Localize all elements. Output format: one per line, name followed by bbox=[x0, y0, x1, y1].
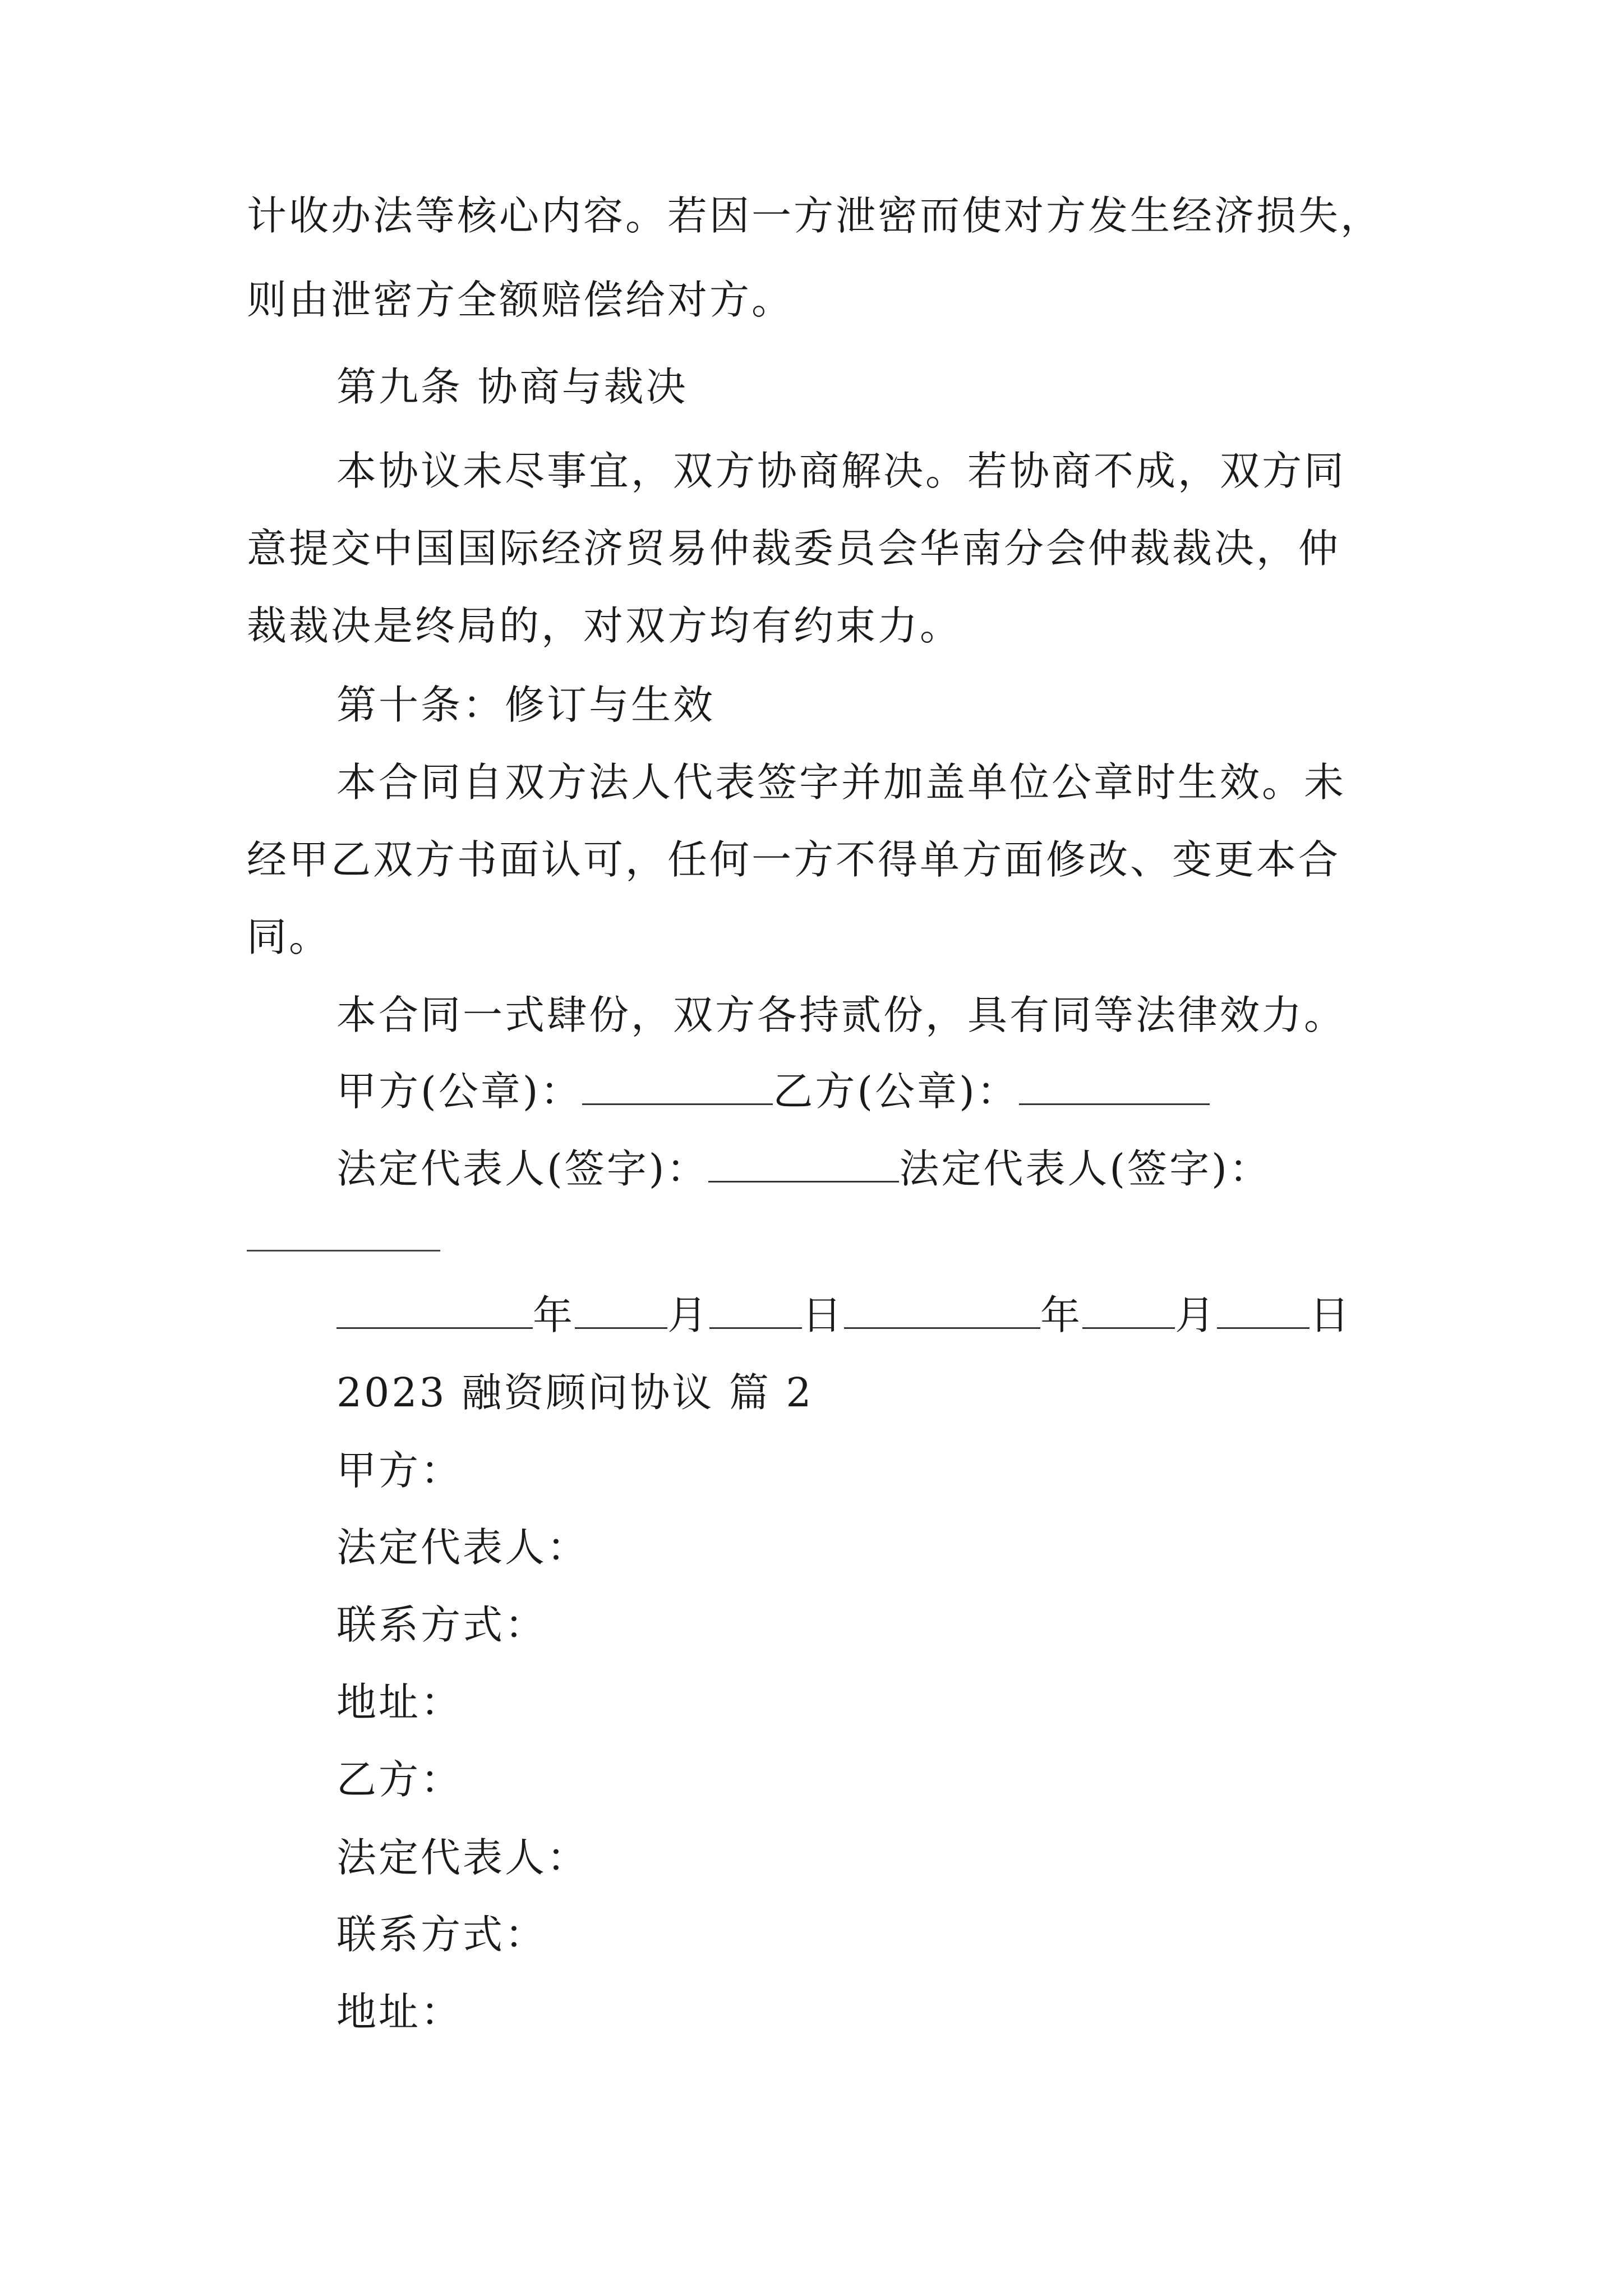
article-10-heading: 第十条：修订与生效 bbox=[336, 682, 716, 728]
month-a-blank bbox=[575, 1292, 667, 1329]
year-a-blank bbox=[336, 1292, 533, 1329]
party-a-contact-field: 联系方式： bbox=[336, 1602, 547, 1648]
party-b-seal-label: 乙方(公章)： bbox=[773, 1068, 1019, 1115]
legal-rep-b-blank bbox=[247, 1250, 440, 1251]
day-b-blank bbox=[1217, 1292, 1310, 1329]
seal-line bbox=[336, 1064, 1210, 1120]
paragraph-line: 同。 bbox=[247, 914, 331, 960]
paragraph-line: 本合同一式肆份，双方各持贰份，具有同等法律效力。 bbox=[336, 992, 1347, 1038]
date-line bbox=[336, 1287, 1352, 1343]
legal-rep-a-label: 法定代表人(签字)： bbox=[336, 1145, 709, 1192]
party-a-legal-rep-field: 法定代表人： bbox=[336, 1524, 589, 1571]
year-b-blank bbox=[844, 1292, 1040, 1329]
paragraph-line: 本合同自双方法人代表签字并加盖单位公章时生效。未 bbox=[336, 759, 1347, 806]
section-2-heading: 2023 融资顾问协议 篇 2 bbox=[336, 1369, 814, 1416]
party-b-seal-blank bbox=[1019, 1069, 1210, 1105]
article-9-heading: 第九条 协商与裁决 bbox=[336, 364, 688, 410]
legal-rep-line bbox=[336, 1141, 1271, 1197]
paragraph-line: 裁裁决是终局的，对双方均有约束力。 bbox=[247, 602, 962, 649]
day-b-label: 日 bbox=[1310, 1292, 1352, 1338]
paragraph-line: 经甲乙双方书面认可，任何一方不得单方面修改、变更本合 bbox=[247, 836, 1341, 883]
paragraph-line: 本协议未尽事宜，双方协商解决。若协商不成，双方同 bbox=[336, 448, 1347, 494]
legal-rep-b-label: 法定代表人(签字)： bbox=[899, 1145, 1271, 1192]
month-a-label: 月 bbox=[667, 1292, 710, 1338]
party-a-seal-label: 甲方(公章)： bbox=[336, 1068, 583, 1115]
legal-rep-a-blank bbox=[708, 1146, 899, 1182]
paragraph-line: 则由泄密方全额赔偿给对方。 bbox=[247, 277, 794, 323]
party-b-address-field: 地址： bbox=[336, 1989, 463, 2035]
party-a-seal-blank bbox=[582, 1069, 773, 1105]
month-b-blank bbox=[1082, 1292, 1175, 1329]
party-a-address-field: 地址： bbox=[336, 1679, 463, 1726]
day-a-label: 日 bbox=[802, 1292, 845, 1338]
party-b-field: 乙方： bbox=[336, 1756, 463, 1803]
month-b-label: 月 bbox=[1175, 1292, 1218, 1338]
party-a-field: 甲方： bbox=[336, 1447, 463, 1494]
year-a-label: 年 bbox=[533, 1292, 575, 1338]
party-b-legal-rep-field: 法定代表人： bbox=[336, 1834, 589, 1881]
day-a-blank bbox=[709, 1292, 802, 1329]
paragraph-line: 意提交中国国际经济贸易仲裁委员会华南分会仲裁裁决，仲 bbox=[247, 525, 1341, 572]
year-b-label: 年 bbox=[1040, 1292, 1083, 1338]
paragraph-line: 计收办法等核心内容。若因一方泄密而使对方发生经济损失， bbox=[247, 192, 1383, 239]
party-b-contact-field: 联系方式： bbox=[336, 1911, 547, 1958]
